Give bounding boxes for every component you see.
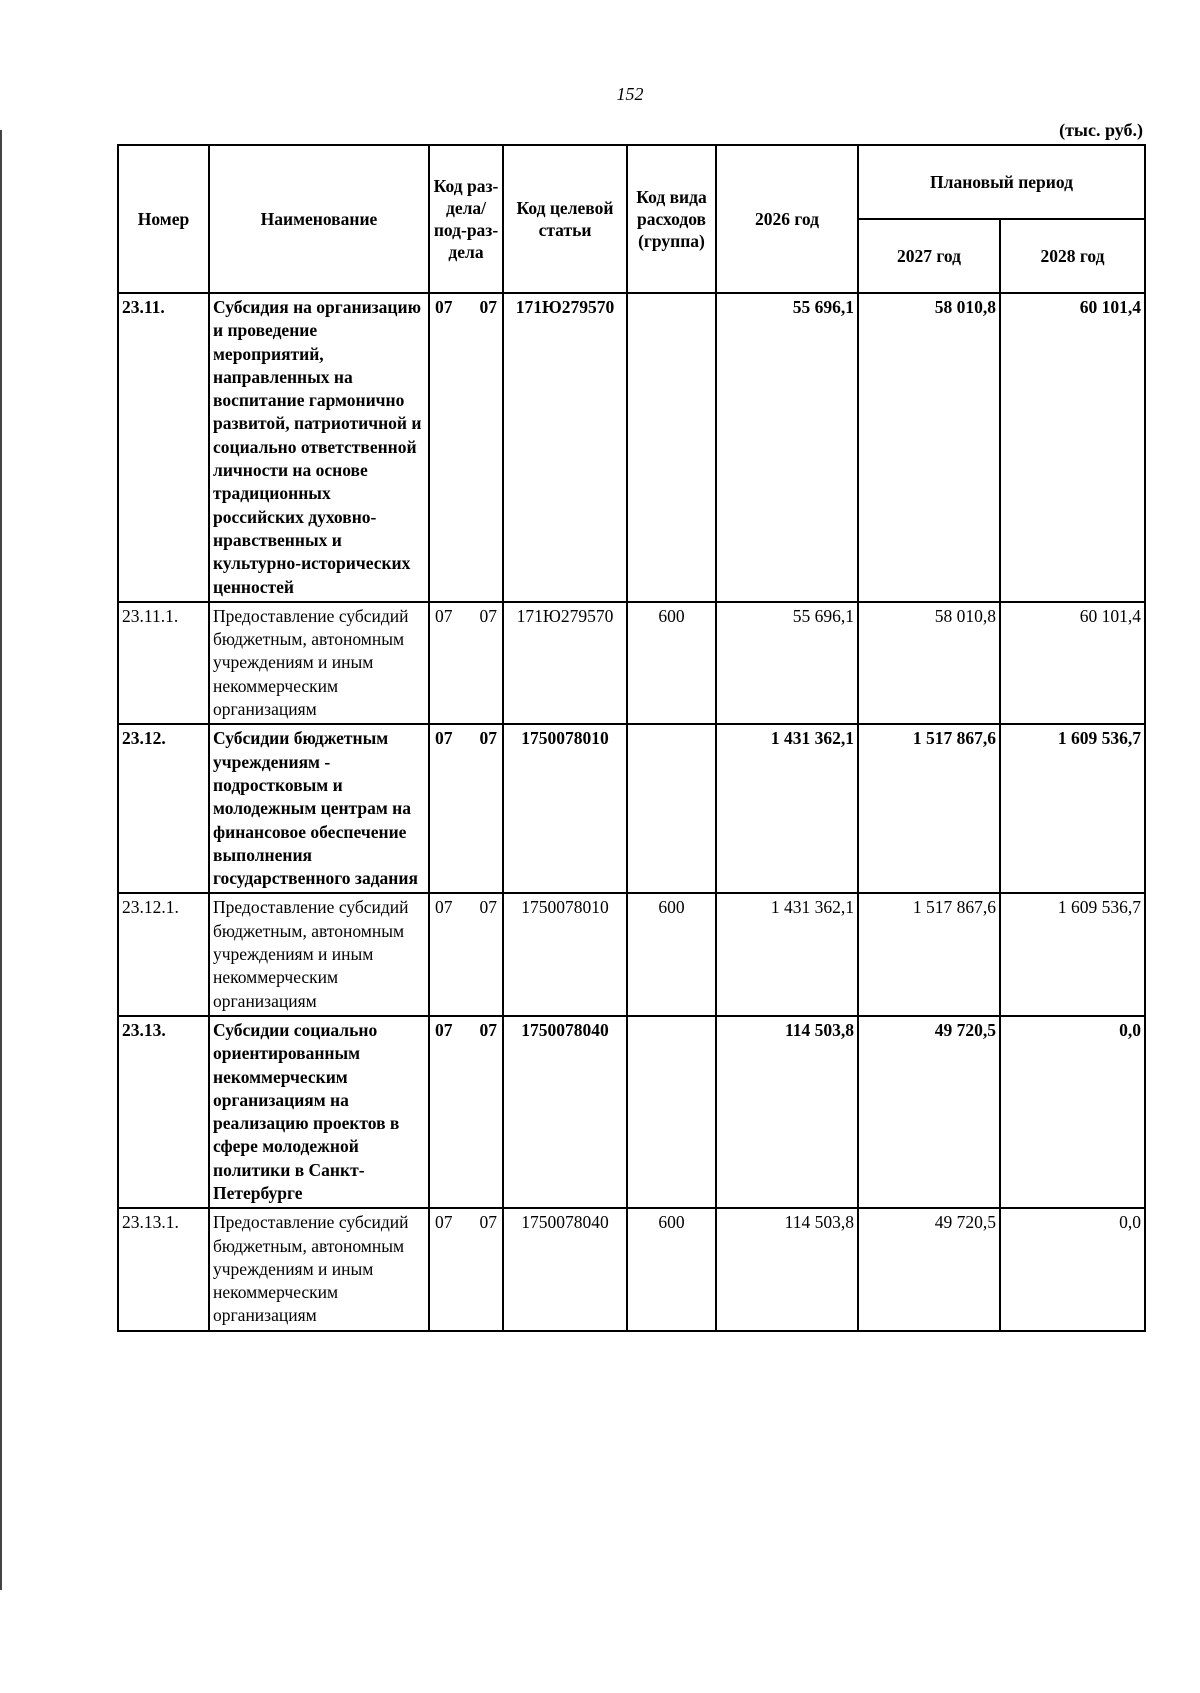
row-target-code: 1750078040 — [503, 1208, 627, 1330]
section-code-pair — [433, 1211, 499, 1234]
row-amount-2027: 58 010,8 — [858, 602, 1000, 724]
row-expense-code: 600 — [627, 893, 716, 1015]
header-target: Код целевой статьи — [503, 145, 627, 293]
row-section-code — [429, 1208, 503, 1330]
table-row — [118, 1208, 1145, 1330]
row-number: 23.13. — [118, 1016, 209, 1208]
section-code: 07 — [435, 1019, 453, 1040]
row-target-code: 1750078010 — [503, 893, 627, 1015]
row-section-code — [429, 293, 503, 602]
section-code: 07 — [435, 1212, 453, 1233]
header-expense: Код вида расходов (группа) — [627, 145, 716, 293]
table-row — [118, 293, 1145, 602]
scan-edge — [0, 130, 2, 1590]
section-code-pair — [433, 1019, 499, 1042]
row-amount-2026: 1 431 362,1 — [716, 893, 858, 1015]
row-name: Субсидии бюджетным учреждениям - подростковым и молодежным центрам на финансовое обеспечение выполнения государственного задания — [209, 724, 429, 893]
section-code: 07 — [435, 897, 453, 918]
table-row — [118, 893, 1145, 1015]
subsection-code: 07 — [479, 728, 497, 749]
row-name: Предоставление субсидий бюджетным, автономным учреждениям и иным некоммерческим организациям — [209, 893, 429, 1015]
row-amount-2027: 58 010,8 — [858, 293, 1000, 602]
row-target-code: 1750078040 — [503, 1016, 627, 1208]
row-amount-2028: 1 609 536,7 — [1000, 724, 1145, 893]
section-code-pair — [433, 605, 499, 628]
row-section-code — [429, 1016, 503, 1208]
row-amount-2026: 114 503,8 — [716, 1016, 858, 1208]
row-amount-2026: 55 696,1 — [716, 602, 858, 724]
header-number: Номер — [118, 145, 209, 293]
subsection-code: 07 — [479, 605, 497, 626]
row-amount-2026: 55 696,1 — [716, 293, 858, 602]
row-target-code: 1750078010 — [503, 724, 627, 893]
header-name: Наименование — [209, 145, 429, 293]
row-amount-2026: 1 431 362,1 — [716, 724, 858, 893]
header-row — [118, 145, 1145, 219]
row-name: Субсидия на организацию и проведение мероприятий, направленных на воспитание гармонично развитой, патриотичной и социально ответственной личности на основе традиционных российских духовно-нравственных и культурно-исторических ценностей — [209, 293, 429, 602]
header-2026: 2026 год — [716, 145, 858, 293]
table-row — [118, 724, 1145, 893]
row-amount-2028: 0,0 — [1000, 1208, 1145, 1330]
subsection-code: 07 — [479, 1212, 497, 1233]
row-amount-2028: 1 609 536,7 — [1000, 893, 1145, 1015]
row-section-code — [429, 724, 503, 893]
row-expense-code — [627, 724, 716, 893]
row-expense-code: 600 — [627, 1208, 716, 1330]
subsection-code: 07 — [479, 897, 497, 918]
row-section-code — [429, 602, 503, 724]
header-planned: Плановый период — [858, 145, 1145, 219]
header-section: Код раз-дела/ под-раз-дела — [429, 145, 503, 293]
row-name: Предоставление субсидий бюджетным, автономным учреждениям и иным некоммерческим организациям — [209, 602, 429, 724]
header-2028: 2028 год — [1000, 219, 1145, 293]
row-amount-2026: 114 503,8 — [716, 1208, 858, 1330]
row-target-code: 171Ю279570 — [503, 602, 627, 724]
row-target-code: 171Ю279570 — [503, 293, 627, 602]
section-code-pair — [433, 296, 499, 319]
row-amount-2027: 49 720,5 — [858, 1208, 1000, 1330]
section-code-pair — [433, 727, 499, 750]
row-number: 23.11.1. — [118, 602, 209, 724]
row-number: 23.13.1. — [118, 1208, 209, 1330]
row-amount-2027: 1 517 867,6 — [858, 893, 1000, 1015]
header-2027: 2027 год — [858, 219, 1000, 293]
row-name: Субсидии социально ориентированным некоммерческим организациям на реализацию проектов в сфере молодежной политики в Санкт-Петербурге — [209, 1016, 429, 1208]
row-expense-code — [627, 293, 716, 602]
row-amount-2027: 1 517 867,6 — [858, 724, 1000, 893]
section-code: 07 — [435, 605, 453, 626]
page-number: 152 — [616, 84, 644, 104]
row-amount-2028: 60 101,4 — [1000, 293, 1145, 602]
table-row — [118, 602, 1145, 724]
section-code: 07 — [435, 297, 453, 317]
row-number: 23.11. — [118, 293, 209, 602]
section-code-pair — [433, 896, 499, 919]
budget-table — [117, 144, 1146, 1332]
row-number: 23.12.1. — [118, 893, 209, 1015]
table-body — [118, 293, 1145, 1331]
subsection-code: 07 — [479, 297, 497, 317]
row-number: 23.12. — [118, 724, 209, 893]
subsection-code: 07 — [479, 1019, 497, 1040]
table-row — [118, 1016, 1145, 1208]
row-amount-2027: 49 720,5 — [858, 1016, 1000, 1208]
row-expense-code — [627, 1016, 716, 1208]
units-label: (тыс. руб.) — [1059, 120, 1143, 140]
row-amount-2028: 0,0 — [1000, 1016, 1145, 1208]
row-expense-code: 600 — [627, 602, 716, 724]
row-amount-2028: 60 101,4 — [1000, 602, 1145, 724]
row-section-code — [429, 893, 503, 1015]
section-code: 07 — [435, 728, 453, 749]
row-name: Предоставление субсидий бюджетным, автономным учреждениям и иным некоммерческим организациям — [209, 1208, 429, 1330]
